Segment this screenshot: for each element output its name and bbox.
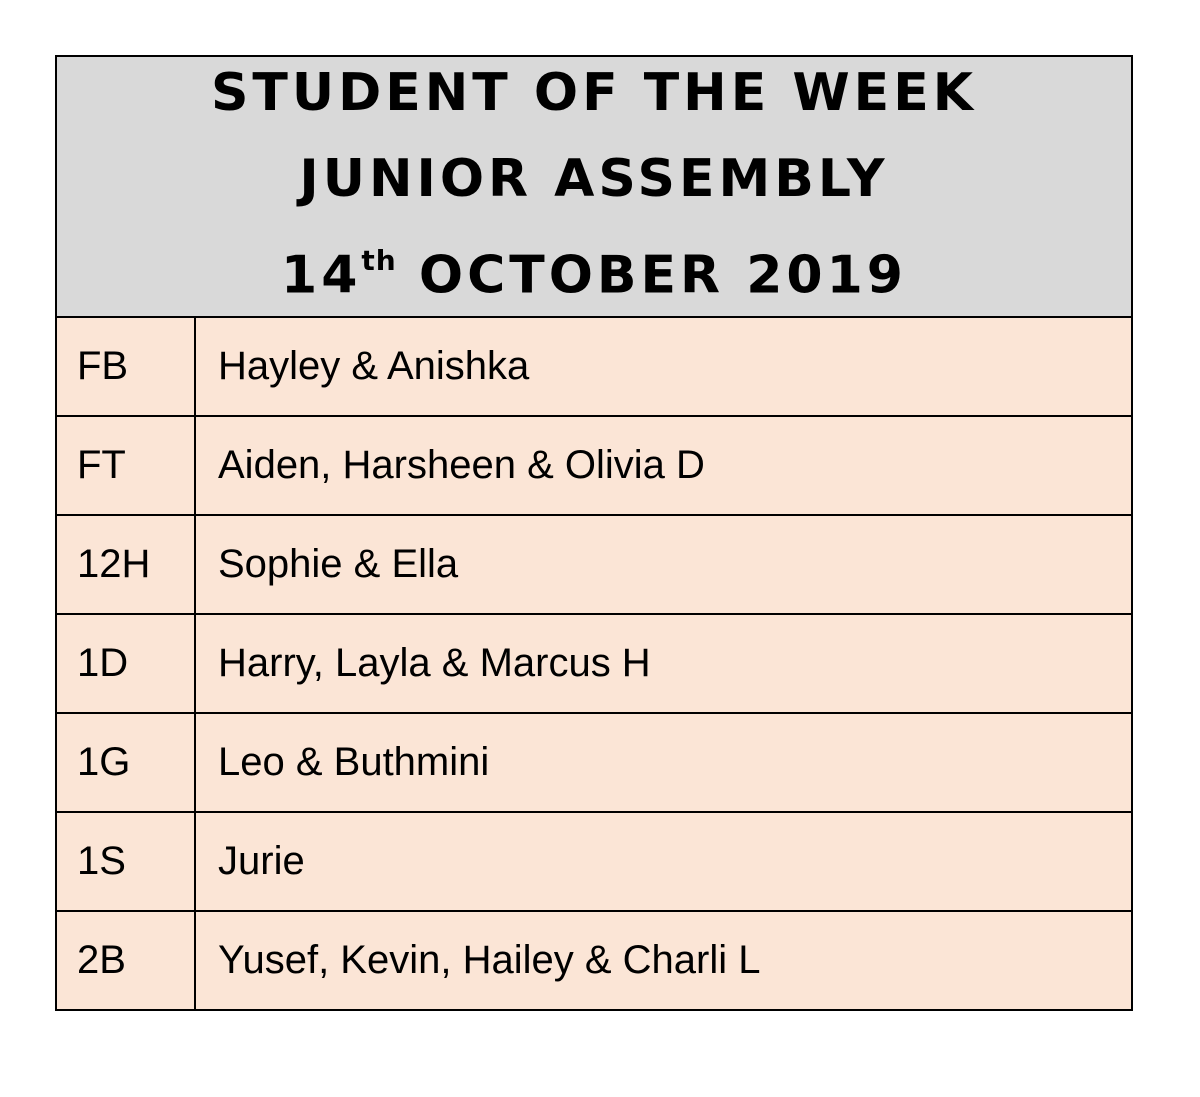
class-cell: 1D bbox=[57, 615, 196, 712]
table-row bbox=[57, 615, 1131, 714]
class-cell: 2B bbox=[57, 912, 196, 1009]
class-cell: FB bbox=[57, 318, 196, 415]
names-cell: Yusef, Kevin, Hailey & Charli L bbox=[218, 938, 761, 982]
table-row bbox=[57, 516, 1131, 615]
names-cell: Harry, Layla & Marcus H bbox=[218, 641, 651, 685]
class-cell: 1G bbox=[57, 714, 196, 811]
table-header bbox=[57, 57, 1131, 318]
date-day: 14 bbox=[281, 245, 362, 306]
names-cell: Leo & Buthmini bbox=[218, 740, 490, 784]
title-line-2: JUNIOR ASSEMBLY bbox=[299, 149, 889, 210]
table-row bbox=[57, 714, 1131, 813]
class-cell: FT bbox=[57, 417, 196, 514]
table-row bbox=[57, 912, 1131, 1009]
table-body bbox=[57, 318, 1131, 1009]
table-row bbox=[57, 417, 1131, 516]
date-line bbox=[281, 222, 907, 318]
date-suffix: th bbox=[361, 244, 397, 278]
class-cell: 12H bbox=[57, 516, 196, 613]
table-row bbox=[57, 813, 1131, 912]
student-of-week-table bbox=[55, 55, 1133, 1011]
title-line-1: STUDENT OF THE WEEK bbox=[210, 63, 978, 124]
names-cell: Hayley & Anishka bbox=[218, 344, 530, 388]
table-row bbox=[57, 318, 1131, 417]
names-cell: Jurie bbox=[218, 839, 305, 883]
date-rest: OCTOBER 2019 bbox=[418, 245, 907, 306]
names-cell: Sophie & Ella bbox=[218, 542, 459, 586]
class-cell: 1S bbox=[57, 813, 196, 910]
names-cell: Aiden, Harsheen & Olivia D bbox=[218, 443, 705, 487]
